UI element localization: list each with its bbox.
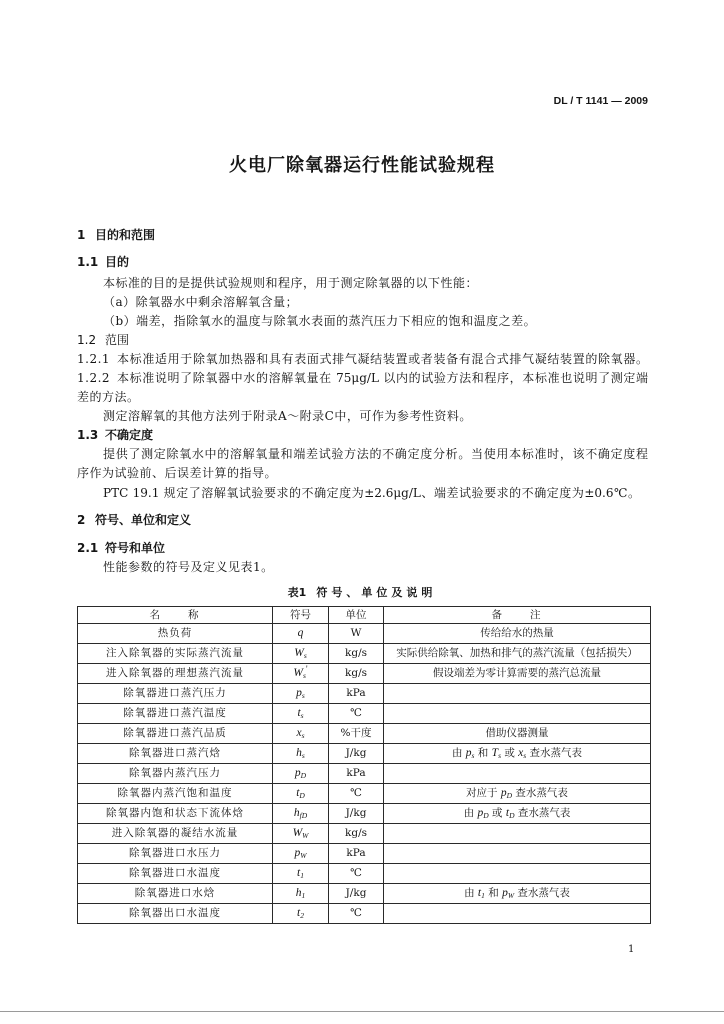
cell-symbol	[273, 644, 329, 664]
cell-remark	[384, 624, 651, 644]
cell-symbol	[273, 784, 329, 804]
symbol-subscript: s	[300, 710, 304, 720]
table-row	[78, 804, 651, 824]
cell-remark	[384, 724, 651, 744]
cell-remark	[384, 704, 651, 724]
table-body	[78, 624, 651, 924]
header-unit: 单位	[329, 607, 384, 624]
remark-text: 或	[500, 746, 519, 759]
section-1-heading	[77, 226, 155, 244]
cell-symbol	[273, 664, 329, 684]
cell-remark	[384, 904, 651, 924]
symbol-subscript: s	[301, 750, 305, 760]
symbol-variable: p	[502, 886, 508, 899]
remark-text: 查水蒸气表	[514, 886, 570, 899]
cell-name: 热负荷	[78, 624, 273, 644]
section-number: 1	[77, 228, 86, 242]
clause-text-continued: 差的方法。	[77, 390, 140, 404]
table-row	[78, 884, 651, 904]
table-row	[78, 644, 651, 664]
table-caption	[0, 584, 724, 602]
clause-number: 1.2.2	[77, 371, 111, 385]
section-1-2-heading	[77, 331, 129, 349]
remark-text: 由	[451, 746, 466, 759]
remark-text: 查水蒸气表	[526, 746, 583, 759]
symbol-variable: x	[296, 726, 302, 739]
symbol-subscript: 1	[481, 890, 485, 900]
remark-text: 借助仪器测量	[485, 727, 549, 740]
symbol-subscript: s	[303, 670, 306, 680]
symbol-variable: t	[477, 886, 482, 899]
cell-name: 除氧器进口蒸汽压力	[78, 684, 273, 704]
symbol-subscript: 1	[301, 890, 306, 900]
document-code: DL / T 1141 — 2009	[553, 95, 648, 107]
cell-unit: ℃	[329, 904, 384, 924]
paragraph-line: PTC 19.1 规定了溶解氧试验要求的不确定度为±2.6μg/L、端差试验要求的不确定度为±0.6℃。	[103, 486, 640, 500]
cell-symbol	[273, 764, 329, 784]
remark-text: 或	[488, 806, 506, 819]
remark-text: 实际供给除氧、加热和排气的蒸汽流量（包括损失）	[396, 647, 638, 660]
table-row	[78, 864, 651, 884]
cell-symbol	[273, 704, 329, 724]
section-title: 不确定度	[105, 428, 154, 442]
symbol-variable: x	[518, 746, 524, 759]
symbol-subscript: D	[299, 790, 305, 800]
table-row	[78, 824, 651, 844]
symbol-variable: h	[293, 806, 300, 819]
section-number: 1.1	[77, 255, 99, 269]
symbol-subscript: W	[300, 850, 307, 860]
symbol-prime: '	[305, 663, 308, 674]
cell-remark	[384, 684, 651, 704]
cell-unit: W	[329, 624, 384, 644]
header-name: 名称	[78, 607, 273, 624]
paragraph-line: 序作为试验前、后误差计算的指导。	[77, 466, 278, 480]
table-row	[78, 904, 651, 924]
cell-name: 除氧器进口水温度	[78, 864, 273, 884]
section-title: 范围	[105, 333, 130, 347]
section-title: 符号和单位	[105, 541, 166, 555]
cell-unit: ℃	[329, 704, 384, 724]
remark-text: 由	[463, 806, 478, 819]
table-row	[78, 744, 651, 764]
paragraph-line: 本标准的目的是提供试验规则和程序，用于测定除氧器的以下性能：	[103, 276, 479, 290]
cell-unit: kPa	[329, 764, 384, 784]
cell-name: 除氧器进口水焓	[78, 884, 273, 904]
symbol-variable: T	[491, 746, 499, 759]
cell-name: 除氧器进口蒸汽品质	[78, 724, 273, 744]
table-row	[78, 784, 651, 804]
cell-name: 除氧器内蒸汽饱和温度	[78, 784, 273, 804]
table-row	[78, 844, 651, 864]
cell-unit: kg/s	[329, 664, 384, 684]
paragraph-line: 性能参数的符号及定义见表1。	[103, 560, 274, 574]
table-caption-text: 符号、单位及说明	[316, 586, 437, 599]
symbol-subscript: D	[509, 810, 515, 820]
section-title: 目的和范围	[95, 228, 156, 242]
remark-text: 传给给水的热量	[480, 627, 554, 640]
list-item: （b）端差，指除氧水的温度与除氧水表面的蒸汽压力下相应的饱和温度之差。	[103, 314, 537, 328]
cell-remark	[384, 644, 651, 664]
cell-unit: J/kg	[329, 884, 384, 904]
section-2-heading	[77, 511, 191, 529]
cell-name: 进入除氧器的理想蒸汽流量	[78, 664, 273, 684]
section-number: 1.3	[77, 428, 99, 442]
cell-unit: kPa	[329, 684, 384, 704]
cell-name: 除氧器内蒸汽压力	[78, 764, 273, 784]
section-1-3-heading	[77, 426, 153, 444]
symbol-subscript: s	[523, 750, 527, 760]
symbol-subscript: W	[302, 830, 309, 840]
cell-remark	[384, 864, 651, 884]
symbol-variable: W	[292, 826, 303, 839]
cell-remark	[384, 784, 651, 804]
symbol-subscript: D	[483, 810, 489, 820]
cell-unit: ℃	[329, 864, 384, 884]
remark-text: 和	[484, 886, 503, 899]
remark-text: 假设端差为零计算需要的蒸汽总流量	[433, 667, 601, 680]
cell-symbol	[273, 844, 329, 864]
table-row	[78, 664, 651, 684]
symbol-variable: W	[293, 666, 304, 679]
table-row	[78, 624, 651, 644]
table-row	[78, 724, 651, 744]
header-symbol: 符号	[273, 607, 329, 624]
remark-text: 由	[464, 886, 478, 899]
cell-symbol	[273, 724, 329, 744]
symbol-variable: p	[500, 786, 507, 799]
symbol-subscript: W	[507, 890, 515, 900]
symbol-subscript: D	[300, 770, 307, 780]
symbol-variable: p	[477, 806, 484, 819]
section-title: 符号、单位和定义	[95, 513, 192, 527]
remark-text: 查水蒸气表	[512, 786, 568, 799]
symbol-subscript: fD	[299, 810, 308, 820]
cell-symbol	[273, 684, 329, 704]
symbol-subscript: s	[301, 730, 305, 740]
cell-remark	[384, 764, 651, 784]
symbol-subscript: 1	[300, 870, 304, 880]
cell-unit: J/kg	[329, 744, 384, 764]
cell-remark	[384, 804, 651, 824]
table-header-row	[78, 607, 651, 624]
clause-text: 本标准适用于除氧加热器和具有表面式排气凝结装置或者装备有混合式排气凝结装置的除氧器。	[117, 352, 648, 366]
cell-unit: %干度	[329, 724, 384, 744]
clause-number: 1.2.1	[77, 352, 111, 366]
symbol-variable: t	[297, 866, 301, 879]
symbol-subscript: s	[471, 750, 475, 760]
section-2-1-heading	[77, 539, 165, 557]
cell-name: 除氧器出口水温度	[78, 904, 273, 924]
symbols-table	[77, 606, 651, 924]
symbol-subscript: D	[506, 790, 513, 800]
symbol-subscript: 2	[300, 910, 304, 920]
cell-name: 进入除氧器的凝结水流量	[78, 824, 273, 844]
symbol-variable: t	[297, 706, 301, 719]
symbol-variable: p	[294, 766, 301, 779]
cell-unit: J/kg	[329, 804, 384, 824]
remark-text: 和	[474, 746, 492, 759]
table-row	[78, 704, 651, 724]
cell-name: 除氧器进口蒸汽温度	[78, 704, 273, 724]
page-title: 火电厂除氧器运行性能试验规程	[229, 155, 495, 176]
cell-name: 除氧器进口蒸汽焓	[78, 744, 273, 764]
cell-unit: kg/s	[329, 644, 384, 664]
cell-remark	[384, 884, 651, 904]
cell-name: 除氧器内饱和状态下流体焓	[78, 804, 273, 824]
cell-remark	[384, 844, 651, 864]
symbol-subscript: s	[303, 650, 307, 660]
clause-text: 本标准说明了除氧器中水的溶解氧量在 75μg/L 以内的试验方法和程序，本标准也说明了测定端	[117, 371, 648, 385]
header-remark: 备注	[384, 607, 651, 624]
symbol-subscript: s	[301, 690, 305, 700]
section-1-1-heading	[77, 253, 129, 271]
table-row	[78, 684, 651, 704]
section-number: 1.2	[77, 333, 97, 347]
cell-remark	[384, 824, 651, 844]
symbol-variable: t	[505, 806, 510, 819]
paragraph-line: 测定溶解氧的其他方法列于附录A～附录C中，可作为参考性资料。	[103, 409, 472, 423]
scan-edge-line	[0, 1011, 724, 1012]
remark-text: 对应于	[466, 786, 501, 799]
symbol-variable: W	[294, 646, 304, 659]
cell-name: 除氧器进口水压力	[78, 844, 273, 864]
symbol-variable: t	[297, 906, 301, 919]
symbol-variable: h	[296, 746, 302, 759]
remark-text: 查水蒸气表	[514, 806, 571, 819]
symbol-variable: p	[465, 746, 472, 759]
section-number: 2	[77, 513, 86, 527]
cell-unit: ℃	[329, 784, 384, 804]
cell-name: 注入除氧器的实际蒸汽流量	[78, 644, 273, 664]
cell-symbol	[273, 624, 329, 644]
symbol-variable: t	[296, 786, 300, 799]
cell-remark	[384, 664, 651, 684]
symbol-variable: p	[294, 846, 301, 859]
section-title: 目的	[105, 255, 130, 269]
cell-symbol	[273, 864, 329, 884]
cell-symbol	[273, 744, 329, 764]
cell-remark	[384, 744, 651, 764]
list-item: （a）除氧器水中剩余溶解氧含量；	[103, 295, 299, 309]
table-row	[78, 764, 651, 784]
cell-symbol	[273, 804, 329, 824]
section-number: 2.1	[77, 541, 99, 555]
cell-unit: kg/s	[329, 824, 384, 844]
table-caption-label: 表1	[287, 586, 307, 599]
symbol-variable: q	[297, 626, 304, 639]
cell-symbol	[273, 884, 329, 904]
cell-symbol	[273, 824, 329, 844]
cell-symbol	[273, 904, 329, 924]
symbol-variable: h	[295, 886, 302, 899]
symbol-subscript: s	[498, 750, 501, 760]
cell-unit: kPa	[329, 844, 384, 864]
paragraph-line: 提供了测定除氧水中的溶解氧量和端差试验方法的不确定度分析。当使用本标准时，该不确定度程	[103, 447, 648, 461]
page-number: 1	[628, 944, 635, 955]
symbol-variable: p	[296, 686, 302, 699]
